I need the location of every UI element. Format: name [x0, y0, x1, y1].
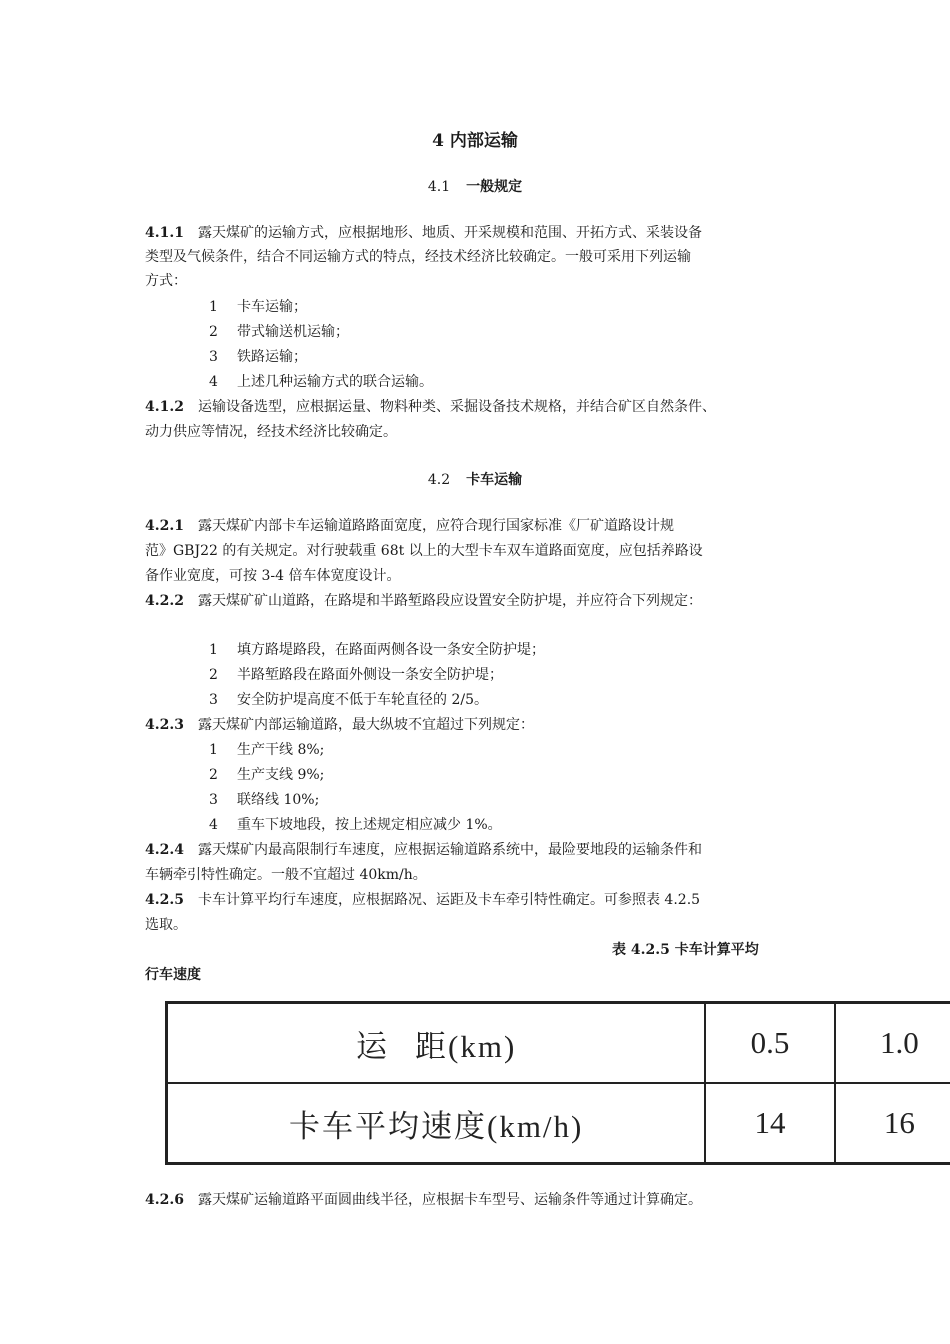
- clause-text: 露天煤矿内最高限制行车速度，应根据运输道路系统中，最险要地段的运输条件和: [197, 842, 702, 858]
- clause-4-1-1-line-1: [145, 221, 702, 245]
- speed-table: [165, 1001, 950, 1165]
- clause-number: 4.1.1: [145, 225, 184, 241]
- table-row: [167, 1003, 950, 1084]
- clause-4-2-1-line-3: 备作业宽度，可按 3-4 倍车体宽度设计。: [145, 568, 401, 584]
- list-item-text: 填方路堤路段，在路面两侧各设一条安全防护堤；: [237, 642, 545, 658]
- clause-4-2-6-line-1: [145, 1188, 702, 1212]
- clause-number: 4.2.1: [145, 518, 184, 534]
- table-caption: 表 4.2.5 卡车计算平均: [612, 942, 759, 958]
- list-item: [209, 663, 503, 687]
- clause-number: 4.2.3: [145, 717, 184, 733]
- clause-text: 露天煤矿内部卡车运输道路路面宽度，应符合现行国家标准《厂矿道路设计规: [197, 518, 674, 534]
- clause-4-2-2-line-1: [145, 589, 702, 613]
- list-item: [209, 370, 433, 394]
- section-title: 一般规定: [466, 179, 523, 195]
- clause-text: 运输设备选型，应根据运量、物料种类、采掘设备技术规格，并结合矿区自然条件、: [197, 399, 716, 415]
- clause-4-2-3-line-1: [145, 713, 534, 737]
- clause-text: 露天煤矿运输道路平面圆曲线半径，应根据卡车型号、运输条件等通过计算确定。: [197, 1192, 702, 1208]
- section-heading-4-1: [0, 176, 950, 196]
- list-item-text: 生产干线 8%;: [237, 742, 325, 758]
- list-item-text: 半路堑路段在路面外侧设一条安全防护堤；: [237, 667, 503, 683]
- section-number: 4.2: [427, 472, 451, 488]
- list-item-number: 1: [209, 299, 218, 315]
- table-cell: 14: [705, 1083, 834, 1164]
- table-cell: 16: [835, 1083, 950, 1164]
- table-cell: 1.0: [835, 1003, 950, 1084]
- clause-4-2-1-line-2: 范》GBJ22 的有关规定。对行驶载重 68t 以上的大型卡车双车道路面宽度，应包括养路设: [145, 543, 703, 559]
- speed-table-wrapper: [165, 1001, 950, 1163]
- list-item-text: 上述几种运输方式的联合运输。: [237, 374, 433, 390]
- clause-4-1-1-line-3: 方式：: [145, 273, 187, 289]
- table-header-cell: [167, 1003, 706, 1084]
- clause-number: 4.2.5: [145, 892, 184, 908]
- list-item-text: 安全防护堤高度不低于车轮直径的 2/5。: [237, 692, 488, 708]
- clause-4-2-5-line-2: 选取。: [145, 917, 187, 933]
- list-item: [209, 688, 488, 712]
- table-caption-continued: 行车速度: [145, 967, 201, 983]
- list-item-text: 卡车运输；: [237, 299, 307, 315]
- clause-number: 4.2.4: [145, 842, 184, 858]
- list-item-number: 1: [209, 742, 218, 758]
- clause-number: 4.2.6: [145, 1192, 184, 1208]
- clause-4-2-4-line-2: 车辆牵引特性确定。一般不宜超过 40km/h。: [145, 867, 427, 883]
- list-item: [209, 813, 502, 837]
- list-item: [209, 345, 307, 369]
- list-item-text: 铁路运输；: [237, 349, 307, 365]
- list-item-number: 3: [209, 792, 218, 808]
- section-heading-4-2: [0, 469, 950, 489]
- list-item-text: 重车下坡地段，按上述规定相应减少 1%。: [237, 817, 502, 833]
- list-item: [209, 320, 349, 344]
- list-item-number: 4: [209, 817, 218, 833]
- clause-number: 4.1.2: [145, 399, 184, 415]
- list-item-number: 1: [209, 642, 218, 658]
- clause-4-2-4-line-1: [145, 838, 702, 862]
- list-item-number: 2: [209, 667, 218, 683]
- list-item: [209, 763, 324, 787]
- list-item-number: 4: [209, 374, 218, 390]
- table-header-cell: 卡车平均速度(km/h): [167, 1083, 706, 1164]
- list-item-text: 带式输送机运输；: [237, 324, 349, 340]
- list-item: [209, 788, 319, 812]
- header-label-part: 运: [356, 1028, 416, 1064]
- clause-4-1-1-line-2: 类型及气候条件，结合不同运输方式的特点，经技术经济比较确定。一般可采用下列运输: [145, 249, 691, 265]
- clause-4-1-2-line-2: 动力供应等情况，经技术经济比较确定。: [145, 424, 397, 440]
- list-item: [209, 638, 545, 662]
- clause-text: 露天煤矿的运输方式，应根据地形、地质、开采规模和范围、开拓方式、采装设备: [197, 225, 702, 241]
- list-item-text: 生产支线 9%;: [237, 767, 325, 783]
- clause-text: 卡车计算平均行车速度，应根据路况、运距及卡车牵引特性确定。可参照表 4.2.5: [197, 892, 701, 908]
- list-item-text: 联络线 10%;: [237, 792, 320, 808]
- clause-4-2-1-line-1: [145, 514, 674, 538]
- header-label-part: 距(km): [415, 1028, 517, 1064]
- clause-number: 4.2.2: [145, 593, 184, 609]
- list-item-number: 2: [209, 324, 218, 340]
- list-item: [209, 295, 307, 319]
- clause-4-1-2-line-1: [145, 395, 716, 419]
- chapter-title: 4 内部运输: [432, 131, 518, 151]
- table-row: [167, 1083, 950, 1164]
- clause-4-2-5-line-1: [145, 888, 700, 912]
- table-cell: 0.5: [705, 1003, 834, 1084]
- section-number: 4.1: [427, 179, 451, 195]
- clause-text: 露天煤矿矿山道路，在路堤和半路堑路段应设置安全防护堤，并应符合下列规定：: [197, 593, 702, 609]
- clause-text: 露天煤矿内部运输道路，最大纵坡不宜超过下列规定：: [197, 717, 534, 733]
- list-item-number: 2: [209, 767, 218, 783]
- list-item-number: 3: [209, 349, 218, 365]
- list-item: [209, 738, 324, 762]
- section-title: 卡车运输: [466, 472, 523, 488]
- list-item-number: 3: [209, 692, 218, 708]
